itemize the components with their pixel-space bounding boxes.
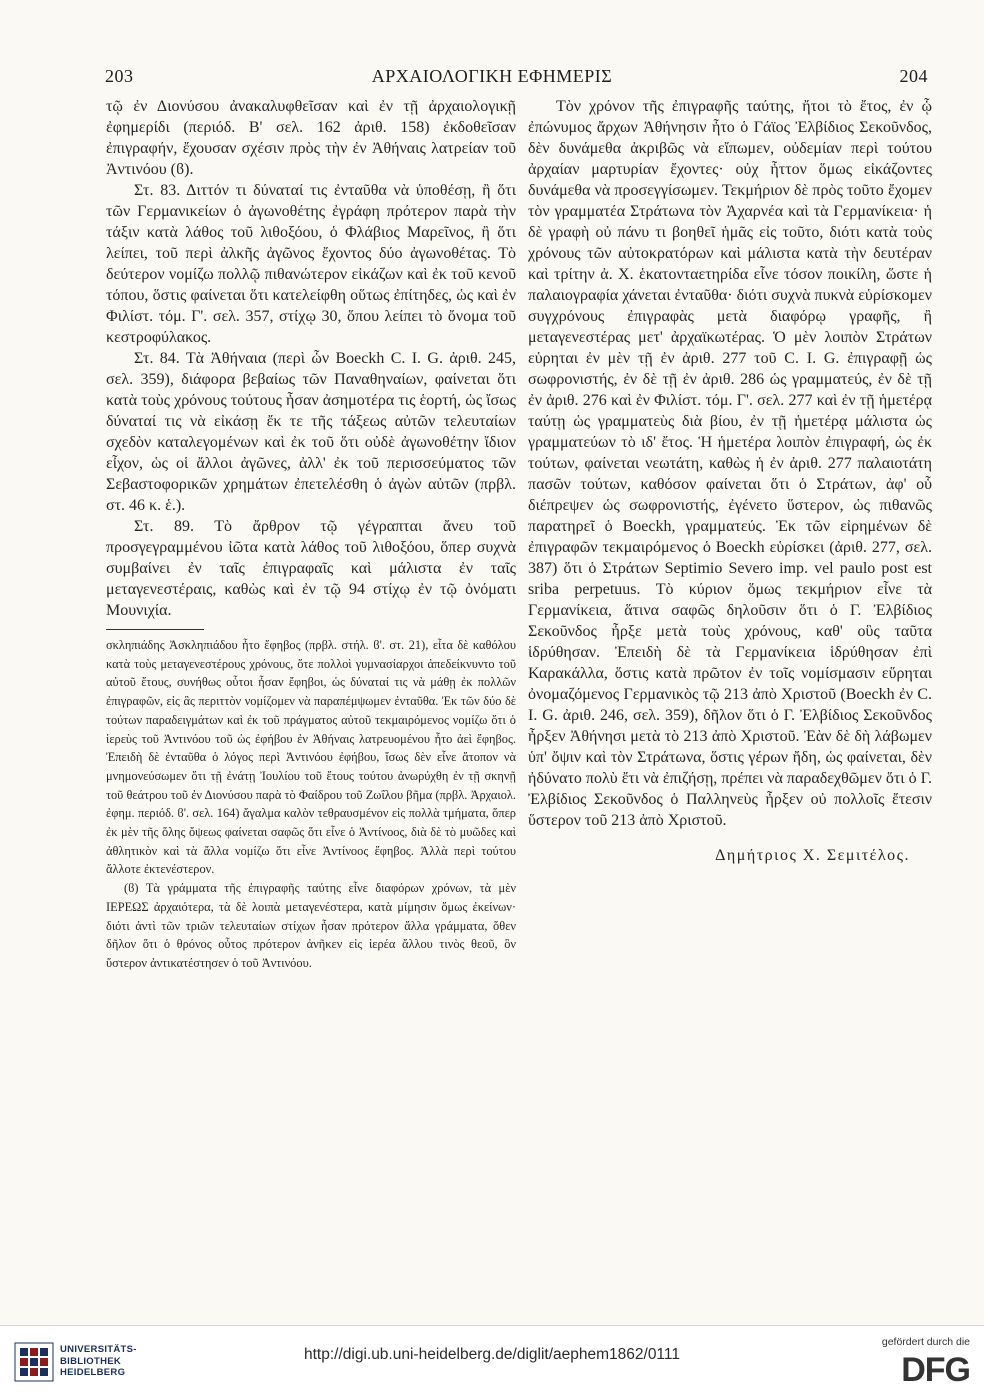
page-number-right: 204 [899,66,928,86]
running-title: ΑΡΧΑΙΟΛΟΓΙΚΗ ΕΦΗΜΕΡΙΣ [371,66,613,86]
right-column [528,96,932,867]
permalink-url[interactable]: http://digi.ub.uni-heidelberg.de/diglit/aephem1862/0111 [303,1346,680,1363]
footnote: (ϐ) Τὰ γράμματα τῆς ἐπιγραφῆς ταύτης εἶνε διαφόρων χρόνων, τὰ μὲν ΙΕΡΕΩΣ ἀρχαιότερα, τὰ δὲ λοιπὰ μεταγενέστερα, κατὰ μίμησιν ὅμως ἐκείνων· διότι ἀντὶ τῶν τριῶν τελευταίων στίχων ἦσαν πρότερον ἄλλα γράμματα, ὅθεν δῆλον ὅτι ὁ θρόνος οὗτος πρότερον ἀνῆκεν εἰς ἱερέα ἄλλου τινὸς θεοῦ, ὃν ὕστερον ἀντικατέστησεν ὁ τοῦ Ἀντινόου. [106,881,516,970]
footnote: σκληπιάδης Ἀσκληπιάδου ἦτο ἔφηβος (πρβλ. στήλ. ϐ'. στ. 21), εἶτα δὲ καθόλου κατὰ τοὺς μεταγενεστέρους χρόνους, ὅτε πολλοὶ γυμνασίαρχοι ἀπεδείκνυντο τοῦ αὐτοῦ ἔτους, συνήθως οὗτοι ἦσαν ἔφηβοι, ὡς δύναταί τις νὰ μάθῃ ἐκ πολλῶν ἐπιγραφῶν, εἰς ἃς περιττὸν νομίζομεν νὰ παραπέμψωμεν ἐνταῦθα. Ἐκ τῶν δύο δὲ τούτων παραδειγμάτων καὶ ἐκ τοῦ πράγματος αὐτοῦ τεκμαιρόμενος νομίζω ὅτι ὁ ἱερεὺς τοῦ Ἀντινόου τοῦ ὡς ἐφήβου ἐν Ἀθήναις λατρευομένου ἦτο ἀεὶ ἔφηβος. Ἐπειδὴ δὲ ἐνταῦθα ὁ λόγος περὶ Ἀντινόου ἐφήβου, ἴσως δὲν εἶνε ἄτοπον νὰ μνημονεύσωμεν ὅτι τῇ ἐνάτῃ Ἰουλίου τοῦ ἔτους τούτου ἀνωρύχθη ἐν τῇ σκηνῇ τοῦ θεάτρου τοῦ ἐν Διονύσου παρὰ τὸ Φαίδρου τοῦ Ζωΐλου βῆμα (πρβλ. Ἀρχαιολ. ἐφημ. περιόδ. ϐ'. σελ. 164) ἄγαλμα καλὸν τεθραυσμένον εἰς πολλὰ τμήματα, ὅπερ ἐκ μὲν τῆς ὅλης ὄψεως φαίνεται σαφῶς ὅτι εἶνε ὁ Ἀντίνοος, διὰ δὲ τὸ μυῶδες καὶ ἀθλητικὸν καὶ τὰ ἄλλα νομίζω ὅτι εἶνε Ἀντίνοος ἔφηβος. Ἀλλὰ περὶ τούτου ἄλλοτε ἐκτενέστερον. [106,638,516,877]
paragraph: Στ. 83. Διττόν τι δύναταί τις ἐνταῦθα νὰ ὑποθέσῃ, ἢ ὅτι τῶν Γερμανικείων ὁ ἀγωνοθέτης ἐγράφη πρότερον παρὰ τὴν τάξιν κατὰ λάθος τοῦ λιθοξόου, ὁ Φλάβιος Μαρεῖνος, ἢ ὅτι λείπει, τοῦ περὶ ἀλκῆς ἀγῶνος ἔχοντος δύο ἀγωνοθέτας. Τὸ δεύτερον νομίζω πολλῷ πιθανώτερον εἰκάζων καὶ ἐκ τοῦ κενοῦ τόπου, ὅστις φαίνεται ὅτι κατελείφθη οὕτως ἐπίτηδες, ὡς καὶ ἐν Φιλίστ. τόμ. Γ'. σελ. 357, στίχῳ 30, ὅπου λείπει τὸ ὄνομα τοῦ κεστροφύλακος. [106,182,516,346]
author-signature: Δημήτριος Χ. Σεμιτέλος. [715,847,910,864]
page-number-left: 203 [105,66,134,86]
paragraph: Στ. 84. Τὰ Ἀθήναια (περὶ ὧν Boeckh C. I. G. ἀριθ. 245, σελ. 359), διάφορα βεβαίως τῶν Παναθηναίων, φαίνεται ὅτι κατὰ τοὺς χρόνους τούτους ἦσαν ἀσημοτέρα τις ἑορτή, ὡς ἴσως δύναταί τις νὰ εἰκάσῃ ἔκ τε τῆς τάξεως αὐτῶν τελευταίων σχεδὸν καταλεγομένων καὶ ἐκ τοῦ ὅτι οὐδὲ ἀγωνοθέτην ἴδιον εἶχον, ὡς οἱ ἄλλοι ἀγῶνες, ἀλλ' ἐκ τοῦ περισσεύματος τῶν Σεβαστοφορικῶν χρημάτων ἐπετελέσθη ὁ ἀγὼν αὐτῶν (πρβλ. στ. 46 κ. ἑ.). [106,350,516,514]
footnote-rule [106,629,204,630]
paragraph: Τὸν χρόνον τῆς ἐπιγραφῆς ταύτης, ἤτοι τὸ ἔτος, ἐν ᾧ ἐπώνυμος ἄρχων Ἀθήνησιν ἦτο ὁ Γάϊος Ἐλβίδιος Σεκοῦνδος, δὲν δυνάμεθα ἀκριβῶς νὰ εἴπωμεν, οὐδεμίαν περὶ τούτου ἀρχαίαν μαρτυρίαν ἔχοντες· οὐχ ἧττον ὅμως εἰκάζοντες δυνάμεθα νὰ προσεγγίσωμεν. Τεκμήριον δὲ πρὸς τοῦτο ἔχομεν τὸν γραμματέα Στράτωνα τὸν Ἀχαρνέα καὶ τὰ Γερμανίκεια· ἡ δὲ γραφὴ οὐ πάνυ τι βοηθεῖ ἡμᾶς εἰς τοῦτο, διότι κατὰ τοὺς χρόνους τῶν αὐτοκρατόρων καὶ μάλιστα κατὰ τὴν δευτέραν καὶ τρίτην ἀ. Χ. ἑκατονταετηρίδα εἶνε τόσον ποικίλη, ὥστε ἡ παλαιογραφία χάνεται ἐνταῦθα· διότι συχνὰ πυκνὰ εὑρίσκομεν συγχρόνους ἐπιγραφὰς μετὰ διαφόρῳ γραφῆς, ἢ μεταγενεστέρας μετ' ἀρχαϊκωτέρας. Ὁ μὲν λοιπὸν Στράτων εὑρηται ἐν μὲν τῇ ἐν ἀριθ. 277 τοῦ C. I. G. ἐπιγραφῇ ὡς σωφρονιστής, ἐν δὲ τῇ ἐν ἀριθ. 286 ὡς γραμματεύς, ἐν δὲ τῇ ἐν ἀριθ. 276 καὶ ἐν Φιλίστ. τόμ. Γ'. σελ. 277 καὶ ἐν τῇ ἡμετέρᾳ ταύτῃ ὡς γραμματεὺς διὰ βίου, ἐν τῇ ἡμετέρᾳ μάλιστα ὡς γραμματεύων τὸ ιδ' ἔτος. Ἡ ἡμετέρα λοιπὸν ἐπιγραφή, ὡς ἐκ τούτων, φαίνεται νεωτάτη, καθὼς ἡ ἐν ἀριθ. 277 παλαιοτάτη πασῶν τούτων, καθόσον φαίνεται ὅτι ὁ Στράτων, ἀφ' οὗ διέπρεψεν ὡς σωφρονιστής, ἐγένετο ὕστερον, ὡς πιθανῶς παρατηρεῖ ὁ Boeckh, γραμματεύς. Ἐκ τῶν εἰρημένων δὲ ἐπιγραφῶν τεκμαιρόμενος ὁ Boeckh εὑρίσκει (ἀριθ. 277, σελ. 387) ὅτι ὁ Στράτων Septimio Severo imp. vel paulo post est sriba perpetuus. Τὸ κύριον ὅμως τεκμήριον εἶνε τὰ Γερμανίκεια, ἅτινα σαφῶς δηλοῦσιν ὅτι ὁ Γ. Ἐλβίδιος Σεκοῦνδος ἦρξε μετὰ τοὺς χρόνους, καθ' οὓς ταῦτα ἱδρύθησαν. Ἐπειδὴ δὲ τὰ Γερμανίκεια ἱδρύθησαν ἐπὶ Καρακάλλα, ὅστις κατὰ πρῶτον ἐν τοῖς νομίσμασιν εὕρηται ὀνομαζόμενος Γερμανικὸς τῷ 213 ἀπὸ Χριστοῦ (Boeckh ἐν C. I. G. ἀριθ. 246, σελ. 359), δῆλον ὅτι ὁ Γ. Ἐλβίδιος Σεκοῦνδος ἦρξεν Ἀθήνησι μετὰ τὸ 213 ἀπὸ Χριστοῦ. Ἐὰν δὲ δὴ λάβωμεν ὑπ' ὄψιν καὶ τὸν Στράτωνα, ὅστις γέρων ἤδη, ὡς φαίνεται, δὲν ἠδύνατο πολὺ ἔτι νὰ ἐπιζήσῃ, πρέπει νὰ παραδεχθῶμεν ὅτι ὁ Γ. Ἐλβίδιος Σεκοῦνδος ὁ Παλληνεὺς ἦρξεν οὐ πολλοῖς ἔτεσιν ὕστερον τοῦ 213 ἀπὸ Χριστοῦ. [528,98,932,829]
left-column [106,96,516,973]
dfg-logo: DFG [901,1351,970,1389]
viewer-footer [0,1325,984,1399]
funding-note: gefördert durch die [881,1336,970,1348]
paragraph: Στ. 89. Τὸ ἄρθρον τῷ γέγραπται ἄνευ τοῦ προσγεγραμμένου ἰῶτα κατὰ λάθος τοῦ λιθοξόου, ὅπερ συχνὰ συμβαίνει ἐν ταῖς ἐπιγραφαῖς καὶ μάλιστα ἐν ταῖς μεταγενεστέραις, καθὼς καὶ ἐν τῷ 94 στίχῳ ἐν τῷ ὀνόματι Μουνιχία. [106,518,516,619]
library-logo-text: UNIVERSITÄTS- BIBLIOTHEK HEIDELBERG [60,1344,137,1378]
paragraph: τῷ ἐν Διονύσου ἀνακαλυφθεῖσαν καὶ ἐν τῇ ἀρχαιολογικῇ ἐφημερίδι (περιόδ. Β' σελ. 162 ἀριθ. 158) ἐκδοθεῖσαν ἐπιγραφήν, ἔχουσαν σχέσιν πρὸς τὴν ἐν Ἀθήναις λατρείαν τοῦ Ἀντινόου (ϐ). [106,98,516,178]
